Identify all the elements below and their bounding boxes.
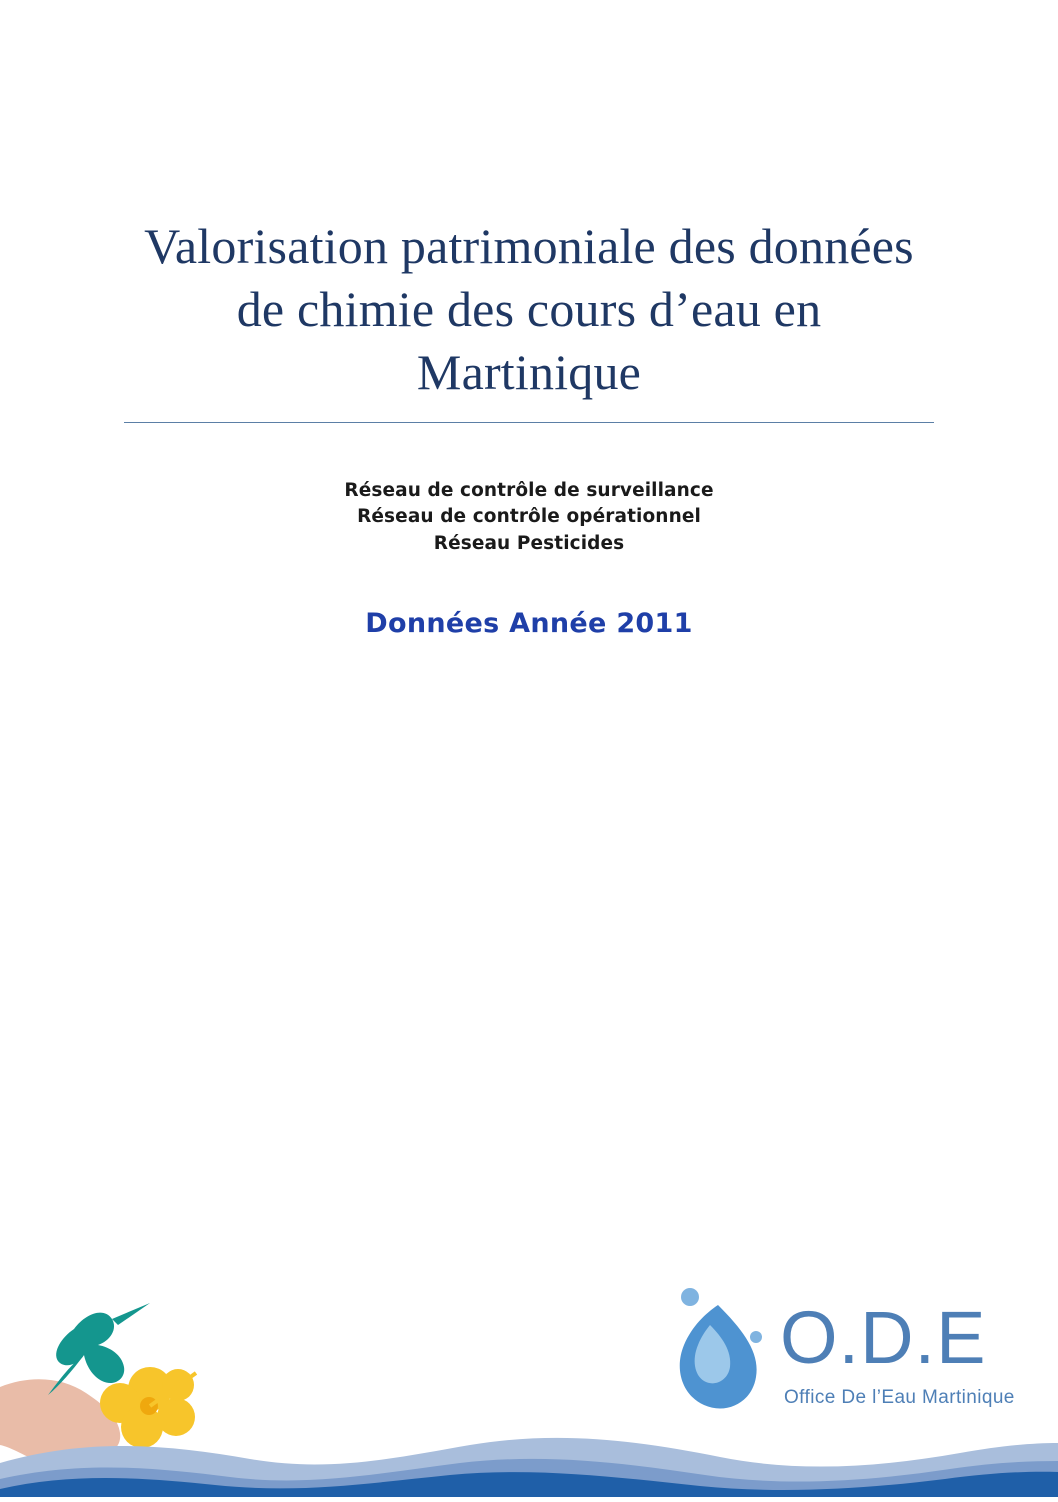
hand-icon <box>0 1379 120 1473</box>
subtitle <box>124 478 934 557</box>
title-divider <box>124 422 934 423</box>
title-line-1: Valorisation patrimoniale des données <box>144 218 914 274</box>
title-line-3: Martinique <box>416 344 642 400</box>
subtitle-line-1: Réseau de contrôle de surveillance <box>344 480 714 501</box>
wave-dark <box>0 1472 1058 1497</box>
ode-tagline: Office De l’Eau Martinique <box>784 1387 1015 1408</box>
subtitle-line-3: Réseau Pesticides <box>433 532 625 554</box>
wave-light <box>0 1438 1058 1497</box>
page-title <box>124 215 934 423</box>
ode-logo <box>660 1281 1040 1441</box>
leaf-icon <box>88 1427 150 1449</box>
ode-letters: O.D.E <box>780 1296 987 1379</box>
water-drop-icon <box>660 1281 790 1431</box>
subtitle-line-2: Réseau de contrôle opérationnel <box>357 506 701 528</box>
year-label: Données Année 2011 <box>365 608 693 639</box>
hibiscus-flower-icon <box>100 1367 196 1448</box>
title-line-2: de chimie des cours d’eau en <box>236 281 822 337</box>
hummingbird-icon <box>48 1303 150 1395</box>
wave-mid <box>0 1459 1058 1497</box>
year-block <box>124 608 934 639</box>
